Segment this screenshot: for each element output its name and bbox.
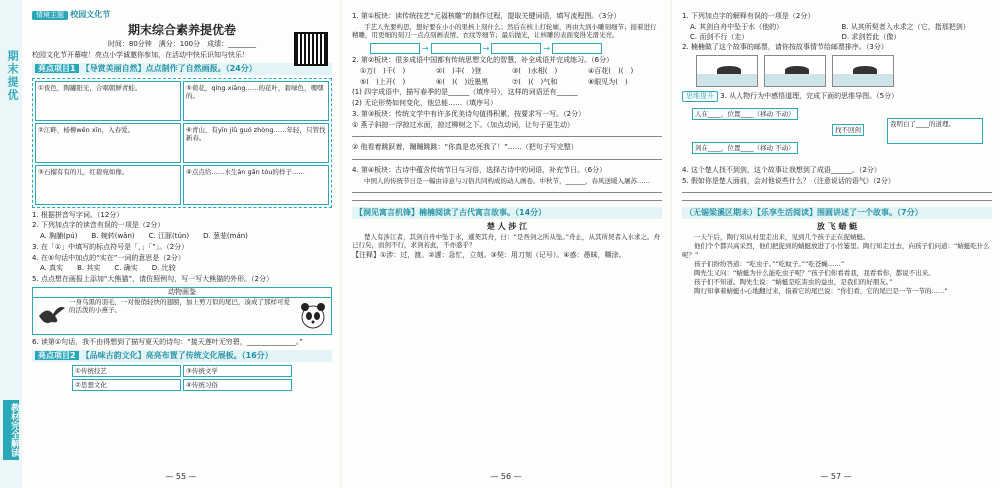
board-item: ②思想文化: [72, 379, 181, 391]
question-1: 1. 下列加点字的解释有误的一项是（2分）: [682, 12, 815, 20]
question-2: 2. 楠楠做了这个故事的邮票，请你按故事情节给邮票排序。（3分）: [682, 43, 888, 52]
story-text: 楚人有涉江者，其剑自舟中坠于水，遽契其舟，曰：“是吾剑之所从坠。”舟止，从其所契者入水求之。舟已行矣，而剑不行，求剑若此，不亦惑乎？: [352, 232, 660, 249]
page-number: — 57 —: [820, 472, 852, 481]
section-4-header: （无锡梁溪区期末）【乐享生活阅读】围圆讲述了一个故事。（7分）: [682, 207, 992, 219]
section-3-header: 【洞见寓言机锋】楠楠阅读了古代寓言故事。（14分）: [352, 207, 662, 219]
story-paragraph: 陶行知拿着蜻蜓小心地翻过来，指着它的尾巴说：“你们看，它的尾巴是一节一节的……”: [694, 287, 948, 295]
question-3a: ① 燕子斜掠一浮掠过水面，掠过柳树之下。（加点动词，让句子更生动）: [352, 120, 574, 129]
question-3: 3. 从人物行为中感悟道理，完成下面的思维导图。（5分）: [720, 92, 899, 100]
mind-map-node[interactable]: 我明白了____的道理。: [887, 118, 983, 144]
question-4: 4. 这个楚人找不到剑，这个故事让我想到了成语______。（2分）: [682, 165, 881, 174]
poster-cell: ⑥青山，有yīn jiǔ guó zhòng……年轻，只管找新春。: [183, 123, 329, 163]
section-1-title: 【导赏美丽自然】点点制作了自然画报。（24分）: [81, 63, 257, 73]
idiom-item[interactable]: ⑦( )( )气和: [512, 77, 558, 86]
board-item: ④传统习俗: [183, 379, 292, 391]
idiom-grid: [360, 67, 662, 87]
section-2-title: 【品味古韵文化】亮亮布置了传统文化展板。（16分）: [81, 350, 273, 360]
story-title: 放 飞 蜻 蜓: [816, 222, 858, 232]
answer-line[interactable]: [682, 191, 992, 193]
poster-cell: ①夜色，陶罐阳光，合唱朝鲜青蛙。: [35, 81, 181, 121]
story-paragraph: 他们个个都兴高采烈，他们把捉到的蜻蜓放进了小竹篓里。陶行知走过去，向孩子们问道：“蜻蜓吃什么呢？”: [682, 242, 990, 259]
story-title: 楚 人 涉 江: [486, 221, 528, 231]
idiom-item[interactable]: ①万( )千( ): [360, 66, 406, 75]
flow-box[interactable]: [491, 43, 541, 54]
mind-map-node[interactable]: 人在____，位置____（移动 不动）: [692, 108, 798, 120]
spine-brand: 期末提优: [6, 50, 19, 102]
idiom-item[interactable]: ⑥( )( )近墨黑: [436, 77, 489, 86]
animal-panel-title: 动物画鉴: [33, 288, 331, 298]
page-56: [342, 0, 670, 488]
flow-chart: [370, 43, 662, 54]
option[interactable]: C. 江豚(tún): [148, 232, 190, 240]
page-number: — 55 —: [165, 472, 197, 481]
arrow-right-icon: →: [422, 43, 429, 53]
answer-line[interactable]: [352, 199, 662, 201]
poster-cell: ⑤荷花，qíng xiāng……的花叶，碧绿色，嘿嘿的。: [183, 81, 329, 121]
section-2-header: [32, 350, 332, 362]
stamp-pictures: [696, 55, 992, 87]
flow-box[interactable]: [370, 43, 420, 54]
question-4-options: [40, 264, 332, 273]
option[interactable]: B. 从其所契者入水求之（它，指那把剑）: [841, 22, 970, 31]
idiom-item[interactable]: ⑤( )上开( ): [360, 77, 406, 86]
question-3-tag: 思维提升: [682, 91, 718, 102]
option[interactable]: D. 求剑若此（像）: [841, 32, 901, 41]
arrow-right-icon: →: [482, 43, 490, 53]
festival-text: 中国人的传统节日是一幅由诗意与习俗共同构成的动人画卷。中秋节，______，春风送暖入屠苏……: [364, 176, 650, 185]
header-theme: 校园文化节: [70, 10, 111, 19]
question-3-header: [682, 91, 992, 102]
question-2: 2. 下列加点字的读音有误的一项是（2分）: [32, 221, 165, 230]
flow-box[interactable]: [552, 43, 602, 54]
question-2b: (2) 无论形势如何变化，他总能……（填序号）: [352, 99, 498, 107]
poster-cell: ②江畔，杨柳wēn xīn，入春爱。: [35, 123, 181, 163]
poster-cell: ④点点给……水生ān gǎn tóu的样子……: [183, 165, 329, 205]
option[interactable]: A. 其剑自舟中坠于水（他的）: [690, 22, 784, 31]
question-3b: ② 他看着跳跃着，蹦蹦跳跳：“你真是忠死我了！”……（把句子写完整）: [352, 143, 578, 152]
question-5: 5. 假如你是楚人面前，会对他说些什么？（注意说话的语气）（2分）: [682, 176, 895, 185]
stamp-image[interactable]: [764, 55, 826, 87]
section-1-tag: 亮点项目1: [35, 64, 79, 73]
question-1: 1. 第①板块：读传统技艺“元福核雕”的制作过程，提取关键词语，填写流程图。（3分）: [352, 12, 621, 20]
carving-text: 手艺人先要构思，想好要在小小的果核上刻什么；然后在核上打轮廓，再由大到小雕刻细节；接着进行精雕，用更细的刻刀一点点刻画表情、衣纹等细节；最后抛光，让核雕的表面变得光滑光亮。: [352, 22, 657, 39]
option[interactable]: D. 葱茏(mán): [203, 232, 248, 240]
question-6: 6. 读第①句话，我不由得想到了描写夏天的诗句：“接天莲叶无穷碧，______________。”: [32, 337, 303, 346]
story-paragraph: 孩子们不知道。陶先生说：“蜻蜓是吃害虫的益虫，是我们的好朋友。”: [694, 277, 893, 286]
option[interactable]: A. 胸脯(pú): [40, 232, 78, 240]
answer-line[interactable]: [682, 199, 992, 201]
option[interactable]: D. 比较: [151, 264, 176, 273]
option[interactable]: C. 确实: [114, 264, 138, 273]
question-5: 5. 点点想在画报上添加“大熊猫”，请仿照例句，写一写大熊猫的外形。（2分）: [32, 275, 274, 283]
animal-panel: [32, 287, 332, 335]
question-1-options: [690, 23, 992, 42]
answer-line[interactable]: [352, 158, 662, 160]
swallow-icon: [37, 302, 67, 328]
answer-line[interactable]: [352, 135, 662, 137]
page-57: [672, 0, 1000, 488]
culture-board: [72, 365, 292, 391]
intro-text: 校园文化节开幕啦！亮点小学诚邀你参加，在活动中快乐识知与快乐！: [32, 50, 249, 59]
book-spine: [0, 0, 23, 488]
question-1: 1. 根据拼音写字词。（12分）: [32, 210, 124, 219]
stamp-image[interactable]: [832, 55, 894, 87]
arrow-right-icon: →: [543, 43, 551, 53]
flow-box[interactable]: [431, 43, 481, 54]
story-paragraph: 孩子们纷纷答道：“吃虫子。”“吃蚊子。”“吃苍蝇……”: [694, 259, 845, 268]
idiom-item[interactable]: ②( )丰( )登: [436, 66, 482, 75]
spine-brand-secondary: 教材完全解读: [3, 400, 19, 460]
story-paragraph: 陶先生又问：“蜻蜓为什么能吃虫子呢？”孩子们你看看我，我看看你，都说不出来。: [694, 268, 935, 277]
answer-line[interactable]: [352, 191, 662, 193]
option[interactable]: C. 而剑不行（走）: [690, 32, 749, 41]
board-item: ①传统技艺: [72, 365, 181, 377]
page-55: [22, 0, 340, 488]
section-1-header: [32, 63, 332, 75]
question-4: 4. 第④板块：古诗中蕴含传统节日与习俗，选择古诗中的词语，补充节日。（6分）: [352, 166, 607, 174]
question-4: 4. 在⑤句话中加点的“实在”一词的意思是（2分）: [32, 253, 185, 262]
mind-map-node[interactable]: 剑在____，位置____（移动 不动）: [692, 142, 798, 154]
page-title: 期末综合素养提优卷: [127, 23, 236, 37]
option[interactable]: B. 婉转(wǎn): [91, 232, 135, 240]
option[interactable]: A. 真实: [40, 264, 64, 273]
mind-map: [682, 104, 992, 164]
idiom-item[interactable]: ③( )水相( ): [512, 66, 558, 75]
question-2: 2. 第②板块：很多成语中国都有传统思想文化的智慧，补全成语并完成练习。（6分）: [352, 56, 614, 64]
question-2-options: [40, 232, 332, 241]
question-2a: (1) 四字成语中，描写春季的是______（填序号），这样的词语还有______: [352, 88, 578, 97]
qr-code-icon: [294, 32, 328, 66]
mind-map-node: 找不回剑: [832, 124, 864, 136]
page-number: — 56 —: [490, 472, 522, 481]
panda-icon: [299, 300, 327, 330]
section-2-tag: 亮点项目2: [35, 351, 79, 360]
poster-box: [32, 78, 332, 208]
question-3: 3. 在「①」中填写的标点符号是「，」「”」。（2分）: [32, 242, 189, 251]
question-3: 3. 第③板块：传统文学中有许多优美诗句值得积累，按要求写一写。（2分）: [352, 109, 586, 118]
exam-meta: 时间：80分钟 满分：100分 成绩：________: [107, 40, 257, 48]
story-paragraph: 一天午后，陶行知从村里走出来，见到几个孩子正在捉蜻蜓。: [694, 233, 870, 242]
stamp-image[interactable]: [696, 55, 758, 87]
option[interactable]: B. 其实: [77, 264, 101, 273]
animal-example-text: 一身乌黑的羽毛，一对俊俏轻快的翅膀，加上剪刀似的尾巴，凑成了那样可爱的活泼的小燕子。: [69, 297, 290, 314]
poster-cell: ③石榴有有的儿，红碧宛如像。: [35, 165, 181, 205]
idiom-item[interactable]: ④百花( )( ): [588, 66, 634, 75]
header-tag: 情境主题: [32, 11, 68, 20]
story-notes: 【注释】①涉：过，渡。②遽：急忙，立刻。③契：用刀刻（记号）。④惑：愚昧，糊涂。: [352, 251, 626, 260]
board-item: ③传统文学: [183, 365, 292, 377]
idiom-item[interactable]: ⑧眼见为( ): [588, 77, 628, 86]
